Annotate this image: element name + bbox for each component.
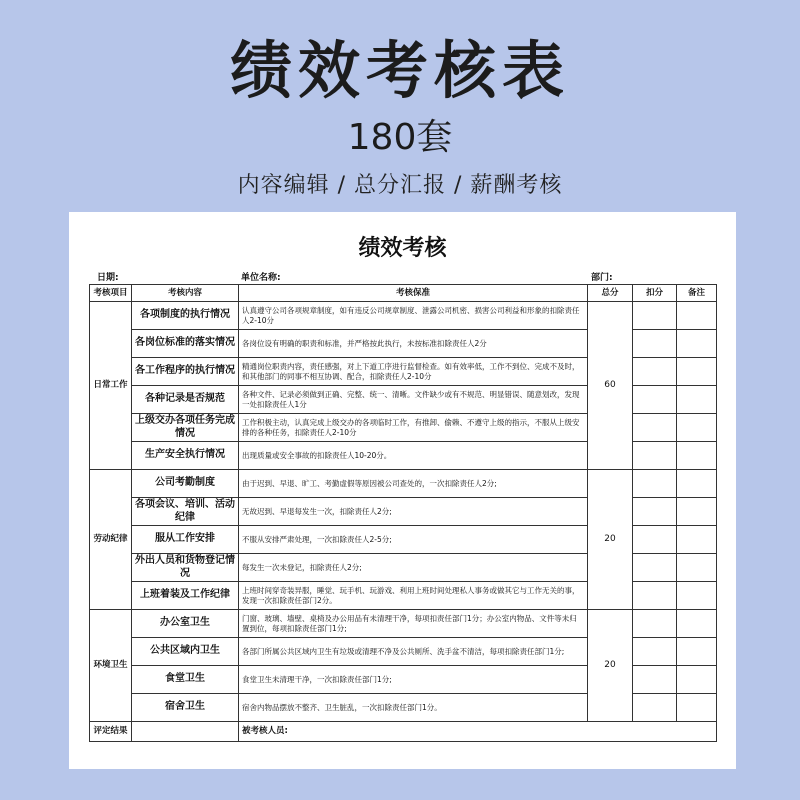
item-cell: 外出人员和货物登记情况 <box>132 554 239 582</box>
header-deduction: 扣分 <box>633 285 677 302</box>
item-cell: 上级交办各项任务完成情况 <box>132 414 239 442</box>
hero-tagline: 内容编辑 / 总分汇报 / 薪酬考核 <box>237 173 563 198</box>
remark-cell[interactable] <box>677 498 717 526</box>
deduction-cell[interactable] <box>633 302 677 330</box>
standard-cell: 上班时间穿奇装异服，睡觉、玩手机、玩游戏、利用上班时间处理私人事务或做其它与工作无关的事，发现一次扣除责任部门2分。 <box>239 582 588 610</box>
result-value-cell[interactable] <box>132 722 239 742</box>
deduction-cell[interactable] <box>633 526 677 554</box>
header-standard: 考核保准 <box>239 285 588 302</box>
standard-cell: 认真遵守公司各项规章制度，如有违反公司规章制度、泄露公司机密、损害公司利益和形象的扣除责任人2-10分 <box>239 302 588 330</box>
item-cell: 公司考勤制度 <box>132 470 239 498</box>
table-footer-row <box>90 722 717 742</box>
deduction-cell[interactable] <box>633 358 677 386</box>
remark-cell[interactable] <box>677 666 717 694</box>
table-row <box>90 302 717 330</box>
deduction-cell[interactable] <box>633 414 677 442</box>
table-row <box>90 610 717 638</box>
remark-cell[interactable] <box>677 414 717 442</box>
deduction-cell[interactable] <box>633 498 677 526</box>
header-total: 总分 <box>588 285 633 302</box>
remark-cell[interactable] <box>677 302 717 330</box>
deduction-cell[interactable] <box>633 386 677 414</box>
item-cell: 食堂卫生 <box>132 666 239 694</box>
item-cell: 各项会议、培训、活动纪律 <box>132 498 239 526</box>
standard-cell: 门窗、玻璃、墙壁、桌椅及办公用品有未清理干净，每项扣责任部门1分；办公室内物品、文件等未归置到位，每项扣除责任部门1分; <box>239 610 588 638</box>
remark-cell[interactable] <box>677 442 717 470</box>
deduction-cell[interactable] <box>633 582 677 610</box>
item-cell: 服从工作安排 <box>132 526 239 554</box>
header-content: 考核内容 <box>132 285 239 302</box>
header-remark: 备注 <box>677 285 717 302</box>
result-label: 评定结果 <box>90 722 132 742</box>
remark-cell[interactable] <box>677 694 717 722</box>
remark-cell[interactable] <box>677 638 717 666</box>
department-label: 部门: <box>591 273 613 283</box>
standard-cell: 由于迟到、早退、旷工、考勤虚假等原因被公司查处的，一次扣除责任人2分; <box>239 470 588 498</box>
item-cell: 各岗位标准的落实情况 <box>132 330 239 358</box>
standard-cell: 无故迟到、早退每发生一次，扣除责任人2分; <box>239 498 588 526</box>
remark-cell[interactable] <box>677 554 717 582</box>
standard-cell: 宿舍内物品摆放不整齐、卫生脏乱，一次扣除责任部门1分。 <box>239 694 588 722</box>
remark-cell[interactable] <box>677 470 717 498</box>
deduction-cell[interactable] <box>633 442 677 470</box>
remark-cell[interactable] <box>677 610 717 638</box>
item-cell: 上班着装及工作纪律 <box>132 582 239 610</box>
hero-title: 绩效考核表 <box>229 34 570 107</box>
item-cell: 公共区域内卫生 <box>132 638 239 666</box>
remark-cell[interactable] <box>677 358 717 386</box>
item-cell: 各种记录是否规范 <box>132 386 239 414</box>
item-cell: 各项制度的执行情况 <box>132 302 239 330</box>
total-score-cell: 20 <box>588 470 633 610</box>
standard-cell: 各部门所属公共区域内卫生有垃圾或清理不净及公共厕所、洗手盆不清洁，每项扣除责任部门1分; <box>239 638 588 666</box>
standard-cell: 食堂卫生未清理干净，一次扣除责任部门1分; <box>239 666 588 694</box>
table-row <box>90 470 717 498</box>
remark-cell[interactable] <box>677 330 717 358</box>
category-cell: 环境卫生 <box>90 610 132 722</box>
deduction-cell[interactable] <box>633 666 677 694</box>
standard-cell: 精通岗位职责内容，责任感强，对上下道工序进行监督检查。如有效率低，工作不到位、完成不及时，和其他部门的同事不相互协调、配合，扣除责任人2-10分 <box>239 358 588 386</box>
remark-cell[interactable] <box>677 526 717 554</box>
remark-cell[interactable] <box>677 582 717 610</box>
item-cell: 生产安全执行情况 <box>132 442 239 470</box>
standard-cell: 每发生一次未登记，扣除责任人2分; <box>239 554 588 582</box>
standard-cell: 工作积极主动，认真完成上级交办的各项临时工作，有推卸、偷赖、不遵守上级的指示，不服从上级安排的各种任务，扣除责任人2-10分 <box>239 414 588 442</box>
table-header-row <box>90 285 717 302</box>
hero-count: 180套 <box>347 117 453 158</box>
standard-cell: 不服从安排严肃处理，一次扣除责任人2-5分; <box>239 526 588 554</box>
deduction-cell[interactable] <box>633 330 677 358</box>
item-cell: 宿舍卫生 <box>132 694 239 722</box>
header-category: 考核项目 <box>90 285 132 302</box>
total-score-cell: 60 <box>588 302 633 470</box>
standard-cell: 各岗位设有明确的职责和标准，并严格按此执行，未按标准扣除责任人2分 <box>239 330 588 358</box>
unit-name-label: 单位名称: <box>241 273 281 283</box>
evaluation-sheet <box>69 212 736 769</box>
standard-cell: 各种文件、记录必须做到正确、完整、统一、清晰。文件缺少或有不规范、明显错误、随意划改，发现一处扣除责任人1分 <box>239 386 588 414</box>
item-cell: 办公室卫生 <box>132 610 239 638</box>
total-score-cell: 20 <box>588 610 633 722</box>
deduction-cell[interactable] <box>633 610 677 638</box>
deduction-cell[interactable] <box>633 470 677 498</box>
standard-cell: 出现质量或安全事故的扣除责任人10-20分。 <box>239 442 588 470</box>
remark-cell[interactable] <box>677 386 717 414</box>
item-cell: 各工作程序的执行情况 <box>132 358 239 386</box>
deduction-cell[interactable] <box>633 638 677 666</box>
deduction-cell[interactable] <box>633 694 677 722</box>
signer-cell[interactable]: 被考核人员: <box>239 722 717 742</box>
category-cell: 劳动纪律 <box>90 470 132 610</box>
deduction-cell[interactable] <box>633 554 677 582</box>
category-cell: 日常工作 <box>90 302 132 470</box>
date-label: 日期: <box>97 273 119 283</box>
sheet-title: 绩效考核 <box>358 236 447 261</box>
sheet-meta <box>89 268 716 284</box>
evaluation-table <box>89 284 717 742</box>
